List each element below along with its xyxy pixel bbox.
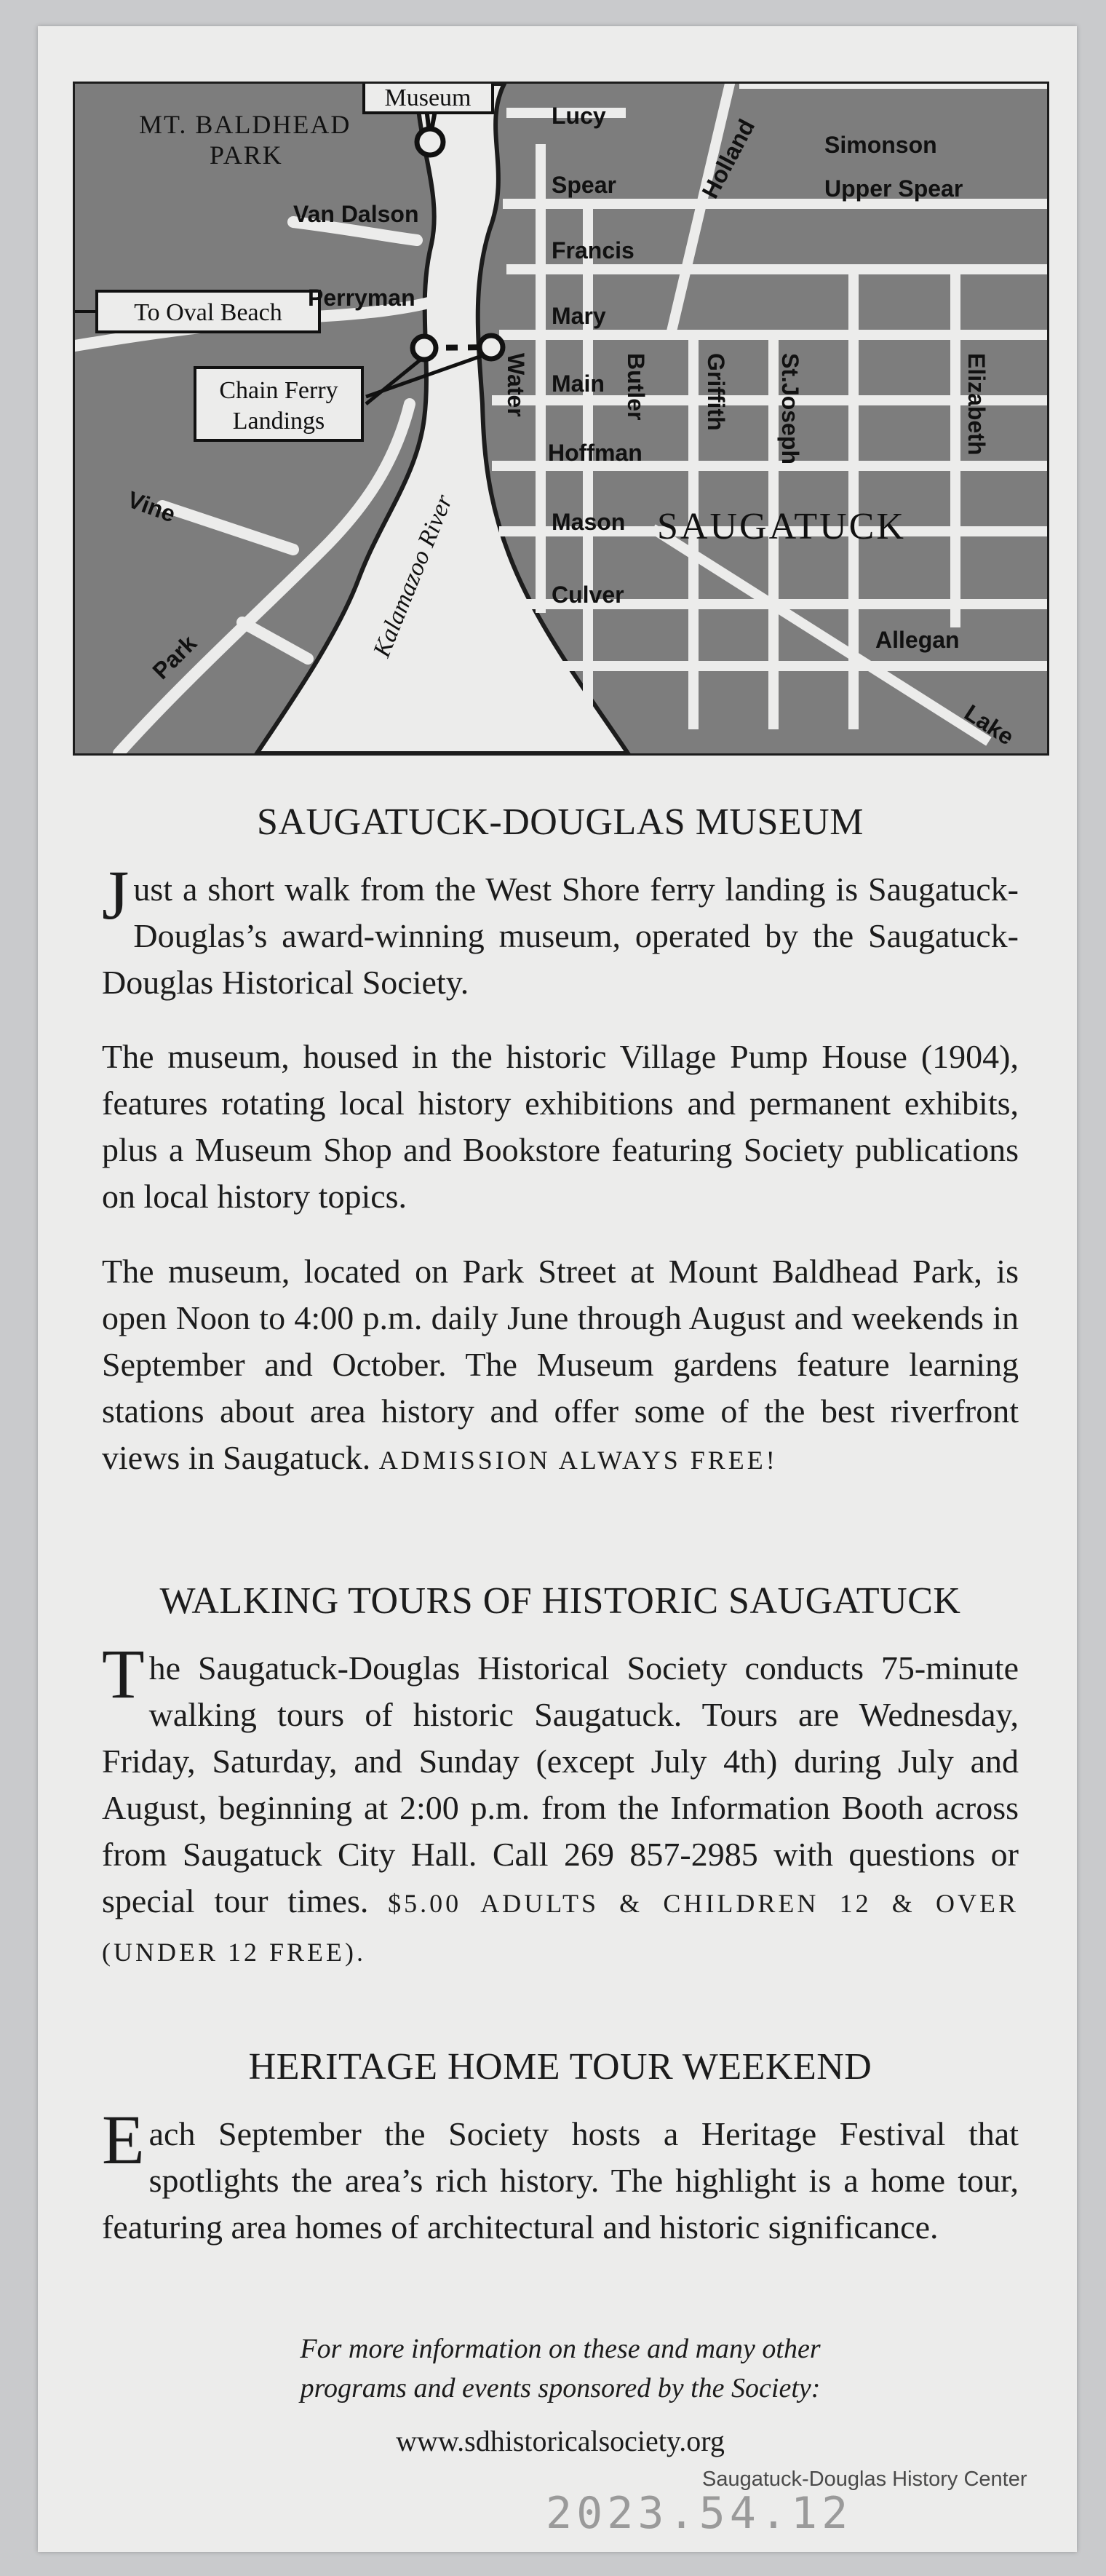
street-lucy: Lucy	[552, 103, 606, 129]
heritage-heading: HERITAGE HOME TOUR WEEKEND	[248, 2046, 872, 2088]
museum-label: Museum	[384, 84, 472, 111]
heritage-text: ach September the Society hosts a Heritage Festival that spotlights the area’s rich history. The highlight is a home tour, featuring area homes of architectural and historic significance.	[102, 2115, 1019, 2246]
footer-line-2: programs and events sponsored by the Society:	[300, 2373, 821, 2403]
walking-section	[102, 1580, 1019, 1622]
park-spur	[242, 622, 308, 659]
street-butler: Butler	[623, 353, 649, 421]
drop-cap-e: E	[102, 2101, 145, 2179]
street-lake: Lake	[960, 699, 1019, 750]
footer	[102, 2329, 1019, 2458]
chain-ferry-label-2: Landings	[232, 408, 325, 435]
walking-text: he Saugatuck-Douglas Historical Society conducts 75-minute walking tours of historic Saugatuck. Tours are Wednesday, Friday, Saturday, and Sunday (except July 4th) during July and August, beginning at 2:00 p.m. from the Information Booth across from Saugatuck City Hall. Call 269 857-2985 with questions or special tour times.	[102, 1649, 1019, 1919]
street-culver: Culver	[552, 582, 624, 608]
river-label: Kalamazoo River	[368, 491, 458, 661]
town-label: SAUGATUCK	[657, 506, 906, 547]
street-holland: Holland	[696, 114, 760, 203]
museum-paragraph-1	[102, 856, 1019, 1006]
street-mason: Mason	[552, 509, 626, 535]
street-elizabeth: Elizabeth	[963, 353, 990, 456]
park-label-1: MT. BALDHEAD	[139, 110, 351, 139]
street-griffith: Griffith	[703, 353, 729, 431]
ferry-landing-east-marker	[480, 336, 503, 359]
area-map	[73, 82, 1049, 756]
heritage-section	[102, 2045, 1019, 2088]
drop-cap-j: J	[102, 856, 130, 934]
walking-prices: $5.00 ADULTS & CHILDREN 12 & OVER (UNDER 12 FREE).	[102, 1889, 1019, 1967]
museum-p1-text: ust a short walk from the West Shore ferry landing is Saugatuck-Douglas’s award-winning museum, operated by the Saugatuck-Douglas Historical Society.	[102, 871, 1019, 1001]
street-park: Park	[147, 630, 202, 684]
museum-section	[102, 801, 1019, 844]
society-url-link[interactable]: www.sdhistoricalsociety.org	[396, 2425, 725, 2457]
drop-cap-t: T	[102, 1635, 145, 1713]
street-francis: Francis	[552, 237, 634, 263]
museum-p3-text: The museum, located on Park Street at Mount Baldhead Park, is open Noon to 4:00 p.m. daily June through August and weekends in September and October. The Museum gardens feature learning stations about area history and offer some of the best riverfront views in Saugatuck.	[102, 1253, 1019, 1476]
street-spear: Spear	[552, 172, 616, 198]
street-hoffman: Hoffman	[548, 440, 642, 466]
street-upper-spear: Upper Spear	[824, 175, 963, 202]
map-graphic	[75, 84, 1047, 753]
museum-paragraph-3	[102, 1248, 1019, 1483]
history-center-credit: Saugatuck-Douglas History Center	[702, 2468, 1027, 2491]
vine-road	[162, 506, 293, 550]
museum-paragraph-2	[102, 1034, 1019, 1220]
street-water: Water	[503, 353, 529, 417]
walking-paragraph	[102, 1635, 1019, 1975]
street-main: Main	[552, 370, 605, 397]
ferry-landing-west-marker	[413, 336, 436, 360]
footer-line-1: For more information on these and many other	[300, 2334, 821, 2364]
street-van-dalson: Van Dalson	[293, 201, 419, 227]
street-st-joseph: St.Joseph	[777, 353, 803, 464]
chain-ferry-label-1: Chain Ferry	[219, 377, 338, 404]
street-allegan: Allegan	[875, 627, 960, 653]
oval-beach-label: To Oval Beach	[134, 299, 282, 326]
street-vine: Vine	[124, 486, 179, 528]
museum-heading: SAUGATUCK-DOUGLAS MUSEUM	[257, 801, 864, 843]
admission-free-text: ADMISSION ALWAYS FREE!	[378, 1446, 778, 1475]
accession-number: 2023.54.12	[546, 2488, 853, 2539]
street-perryman: Perryman	[308, 285, 415, 311]
street-mary: Mary	[552, 303, 606, 329]
museum-p2-text: The museum, housed in the historic Village Pump House (1904), features rotating local history exhibitions and permanent exhibits, plus a Museum Shop and Bookstore featuring Society publications on local history topics.	[102, 1038, 1019, 1215]
walking-heading: WALKING TOURS OF HISTORIC SAUGATUCK	[159, 1580, 961, 1622]
park-label-2: PARK	[210, 140, 283, 170]
heritage-paragraph	[102, 2101, 1019, 2251]
street-simonson: Simonson	[824, 132, 937, 158]
